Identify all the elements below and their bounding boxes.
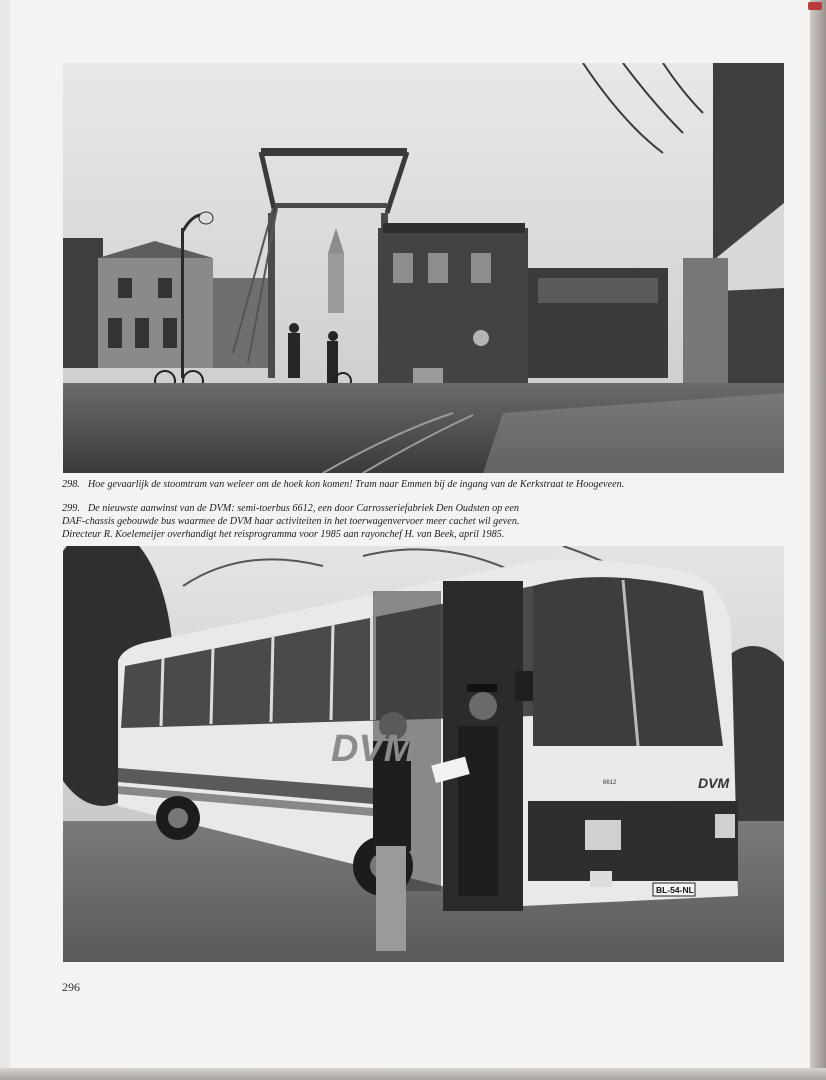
license-plate: BL-54-NL	[656, 885, 694, 895]
caption-299	[62, 502, 782, 541]
caption-number: 299.	[62, 503, 80, 514]
caption-text-line-2: DAF-chassis gebouwde bus waarmee de DVM haar activiteiten in het toerwagenvervoer meer cachet wil geven.	[62, 516, 520, 527]
red-tab-mark	[808, 2, 822, 10]
page-edge	[810, 0, 826, 1080]
bus-side-logo: DVM	[331, 728, 416, 770]
caption-298	[62, 478, 782, 491]
caption-text-line-3: Directeur R. Koelemeijer overhandigt het reisprogramma voor 1985 aan rayonchef H. van Beek, april 1985.	[62, 529, 505, 540]
bus-fleet-number: 6612	[603, 780, 617, 786]
caption-text: Hoe gevaarlijk de stoomtram van weleer om de hoek kon komen! Tram naar Emmen bij de ingang van de Kerkstraat te Hoogeveen.	[87, 479, 625, 490]
dvm-bus-photo	[63, 546, 784, 962]
page-bottom-edge	[0, 1068, 826, 1080]
caption-text-line-1: De nieuwste aanwinst van de DVM: semi-toerbus 6612, een door Carrosseriefabriek Den Oudsten op een	[87, 503, 519, 514]
builder-badge: DEN OUDSTEN · DAF	[626, 800, 672, 805]
page-number: 296	[62, 980, 80, 994]
bus-front-logo: DVM	[698, 775, 730, 791]
caption-number: 298.	[62, 479, 80, 490]
steam-tram-photo	[63, 63, 784, 473]
